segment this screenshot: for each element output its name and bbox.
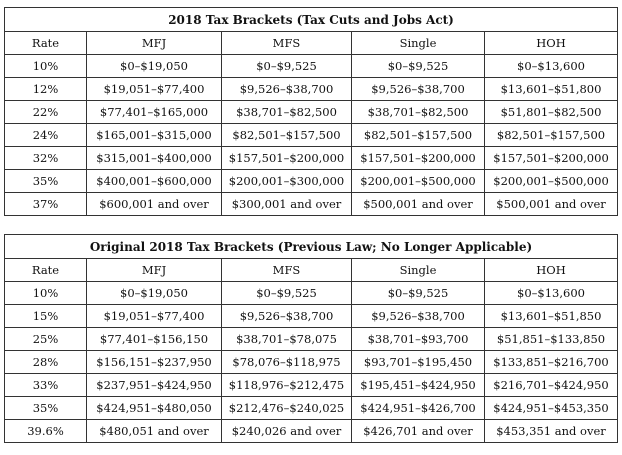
column-header-mfs: MFS <box>222 32 352 55</box>
cell-single: $38,701–$82,500 <box>352 101 485 124</box>
tax-brackets-table-original-2018 <box>4 234 618 443</box>
table-title: Original 2018 Tax Brackets (Previous Law; No Longer Applicable) <box>5 235 618 259</box>
cell-rate: 32% <box>5 147 87 170</box>
cell-single: $195,451–$424,950 <box>352 374 485 397</box>
column-header-hoh: HOH <box>485 259 618 282</box>
cell-rate: 10% <box>5 55 87 78</box>
cell-hoh: $13,601–$51,850 <box>485 305 618 328</box>
table-row <box>5 282 618 305</box>
cell-hoh: $51,801–$82,500 <box>485 101 618 124</box>
cell-mfj: $237,951–$424,950 <box>87 374 222 397</box>
cell-single: $9,526–$38,700 <box>352 78 485 101</box>
cell-rate: 39.6% <box>5 420 87 443</box>
cell-hoh: $200,001–$500,000 <box>485 170 618 193</box>
cell-rate: 35% <box>5 397 87 420</box>
column-header-hoh: HOH <box>485 32 618 55</box>
column-header-mfs: MFS <box>222 259 352 282</box>
cell-rate: 12% <box>5 78 87 101</box>
cell-hoh: $453,351 and over <box>485 420 618 443</box>
cell-hoh: $13,601–$51,800 <box>485 78 618 101</box>
cell-mfj: $424,951–$480,050 <box>87 397 222 420</box>
cell-mfj: $19,051–$77,400 <box>87 78 222 101</box>
cell-single: $426,701 and over <box>352 420 485 443</box>
header-row <box>5 32 618 55</box>
cell-hoh: $133,851–$216,700 <box>485 351 618 374</box>
cell-rate: 24% <box>5 124 87 147</box>
table-row <box>5 328 618 351</box>
table-row <box>5 193 618 216</box>
cell-mfs: $0–$9,525 <box>222 282 352 305</box>
cell-mfs: $157,501–$200,000 <box>222 147 352 170</box>
table-row <box>5 420 618 443</box>
cell-rate: 37% <box>5 193 87 216</box>
cell-mfj: $315,001–$400,000 <box>87 147 222 170</box>
cell-mfs: $0–$9,525 <box>222 55 352 78</box>
cell-single: $82,501–$157,500 <box>352 124 485 147</box>
cell-hoh: $0–$13,600 <box>485 282 618 305</box>
table-row <box>5 351 618 374</box>
cell-mfj: $400,001–$600,000 <box>87 170 222 193</box>
cell-mfs: $38,701–$82,500 <box>222 101 352 124</box>
cell-mfs: $300,001 and over <box>222 193 352 216</box>
cell-single: $200,001–$500,000 <box>352 170 485 193</box>
table-row <box>5 55 618 78</box>
cell-mfs: $212,476–$240,025 <box>222 397 352 420</box>
column-header-mfj: MFJ <box>87 32 222 55</box>
column-header-rate: Rate <box>5 32 87 55</box>
cell-mfs: $200,001–$300,000 <box>222 170 352 193</box>
table-title-row <box>5 235 618 259</box>
cell-mfj: $600,001 and over <box>87 193 222 216</box>
cell-mfj: $0–$19,050 <box>87 55 222 78</box>
table-row <box>5 101 618 124</box>
header-row <box>5 259 618 282</box>
cell-hoh: $82,501–$157,500 <box>485 124 618 147</box>
cell-hoh: $157,501–$200,000 <box>485 147 618 170</box>
table-row <box>5 147 618 170</box>
cell-single: $93,701–$195,450 <box>352 351 485 374</box>
cell-hoh: $216,701–$424,950 <box>485 374 618 397</box>
cell-mfs: $9,526–$38,700 <box>222 305 352 328</box>
table-title-row <box>5 8 618 32</box>
cell-rate: 35% <box>5 170 87 193</box>
cell-rate: 25% <box>5 328 87 351</box>
cell-mfj: $77,401–$156,150 <box>87 328 222 351</box>
cell-mfj: $480,051 and over <box>87 420 222 443</box>
cell-hoh: $424,951–$453,350 <box>485 397 618 420</box>
cell-mfj: $19,051–$77,400 <box>87 305 222 328</box>
column-header-single: Single <box>352 32 485 55</box>
cell-hoh: $500,001 and over <box>485 193 618 216</box>
cell-mfj: $156,151–$237,950 <box>87 351 222 374</box>
cell-mfj: $77,401–$165,000 <box>87 101 222 124</box>
cell-single: $9,526–$38,700 <box>352 305 485 328</box>
column-header-mfj: MFJ <box>87 259 222 282</box>
cell-single: $38,701–$93,700 <box>352 328 485 351</box>
cell-mfj: $0–$19,050 <box>87 282 222 305</box>
column-header-rate: Rate <box>5 259 87 282</box>
table-row <box>5 78 618 101</box>
cell-single: $500,001 and over <box>352 193 485 216</box>
cell-rate: 33% <box>5 374 87 397</box>
cell-hoh: $0–$13,600 <box>485 55 618 78</box>
cell-mfs: $38,701–$78,075 <box>222 328 352 351</box>
cell-hoh: $51,851–$133,850 <box>485 328 618 351</box>
cell-single: $157,501–$200,000 <box>352 147 485 170</box>
tax-brackets-table-2018 <box>4 7 618 216</box>
cell-single: $0–$9,525 <box>352 282 485 305</box>
cell-mfs: $82,501–$157,500 <box>222 124 352 147</box>
cell-single: $0–$9,525 <box>352 55 485 78</box>
table-row <box>5 170 618 193</box>
cell-mfj: $165,001–$315,000 <box>87 124 222 147</box>
cell-rate: 22% <box>5 101 87 124</box>
table-title: 2018 Tax Brackets (Tax Cuts and Jobs Act) <box>5 8 618 32</box>
cell-mfs: $9,526–$38,700 <box>222 78 352 101</box>
cell-mfs: $78,076–$118,975 <box>222 351 352 374</box>
cell-rate: 28% <box>5 351 87 374</box>
cell-mfs: $118,976–$212,475 <box>222 374 352 397</box>
cell-rate: 10% <box>5 282 87 305</box>
column-header-single: Single <box>352 259 485 282</box>
cell-rate: 15% <box>5 305 87 328</box>
table-row <box>5 374 618 397</box>
table-row <box>5 305 618 328</box>
table-row <box>5 124 618 147</box>
cell-single: $424,951–$426,700 <box>352 397 485 420</box>
table-row <box>5 397 618 420</box>
cell-mfs: $240,026 and over <box>222 420 352 443</box>
